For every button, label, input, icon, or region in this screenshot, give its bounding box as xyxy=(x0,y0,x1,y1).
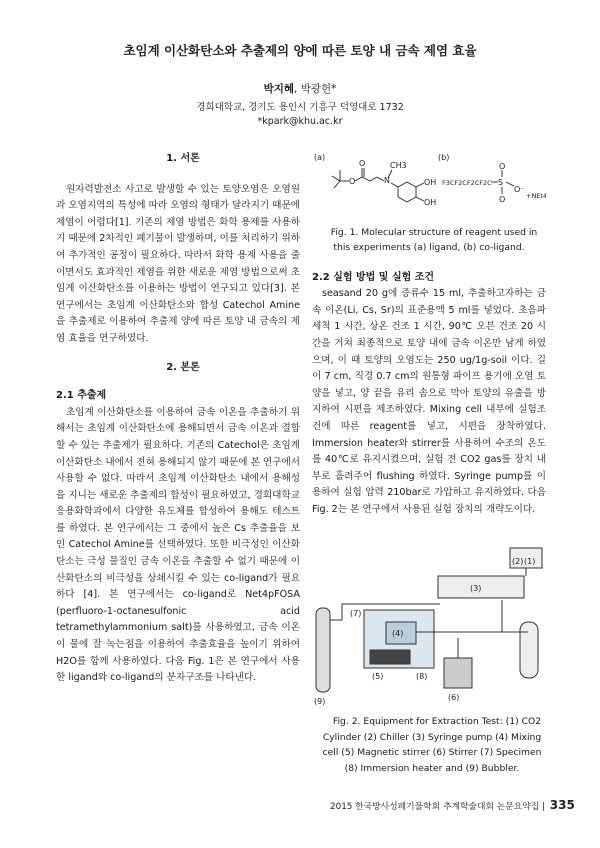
footer-text: 2015 한국방사성폐기물학회 추계학술대회 논문요약집 | xyxy=(330,802,545,812)
fig2-label-7: (7) xyxy=(350,609,362,618)
fig1-sulfonyl-o2: O xyxy=(499,195,506,204)
fig1-oh-2: OH xyxy=(424,198,437,207)
figure-2-caption-wrap xyxy=(318,714,546,776)
author-separator: , xyxy=(294,83,301,95)
fig1-sulfonate-o: O⁻ xyxy=(514,185,525,194)
subsection-2-2-title: 2.2 실험 방법 및 실험 조건 xyxy=(312,271,435,283)
page-footer xyxy=(330,798,575,812)
section-1-text: 원자력발전소 사고로 발생할 수 있는 토양오염은 오염원과 오염지역의 특성에 따라 오염의 형태가 달라지기 때문에 제염이 어렵다[1]. 기존의 제염 방법은 화학 용제를 사용하기 때문에 2차적인 폐기물이 발생하며, 이를 처리하기 위하여 추가적인 공정이 필요하다. 따라서 화학 용제 사용을 줄이면서도 효과적인 제염을 위한 새로운 제염 방법으로써 초임계 이산화탄소를 이용하는 방법이 연구되고 있다[3]. 본 연구에서는 초임계 이산화탄소와 합성 Catechol Amine을 추출제로 이용하여 추출제 양에 따른 토양 내 금속의 제염 효율을 연구하였다. xyxy=(56,183,300,344)
page-number: 335 xyxy=(549,798,575,812)
fig1-label-b: (b) xyxy=(438,153,450,162)
email: *kpark@khu.ac.kr xyxy=(257,116,343,127)
paper-title: 초임계 이산화탄소와 추출제의 양에 따른 토양 내 금속 제염 효율 xyxy=(123,43,477,58)
stirrer-unit xyxy=(444,658,472,688)
fig1-nitrogen: N xyxy=(384,176,390,185)
fig2-label-6: (6) xyxy=(448,693,460,702)
fig2-label-8: (8) xyxy=(416,672,428,681)
author-main: 박지혜 xyxy=(263,83,295,95)
left-column xyxy=(56,151,300,687)
right-column xyxy=(312,150,546,519)
fig2-label-9: (9) xyxy=(314,697,326,706)
fig1-label-a: (a) xyxy=(314,153,326,162)
author-line xyxy=(0,81,600,96)
fig2-label-3: (3) xyxy=(470,584,482,593)
section-1-title: 1. 서론 xyxy=(166,153,200,164)
figure-1-molecules xyxy=(312,150,546,218)
section-2-title: 2. 본론 xyxy=(166,361,200,373)
fig2-label-5: (5) xyxy=(372,672,384,681)
fig1-sulfonyl-o1: O xyxy=(499,162,506,171)
subsection-2-2-text: seasand 20 g에 증류수 15 ml, 추출하고자하는 금속 이온(Li, Cs, Sr)의 표준용액 5 ml를 넣었다. 초음파 세척 1 시간, 상온 건조 1 시간, 90℃ 오븐 건조 20 시간을 거쳐 최종적으로 토양 내에 금속 이온만 남게 하였으며, 이 때 토양의 오염도는 250 ug/1g-soil 이다. 길이 7 cm, 직경 0.7 cm의 원통형 파이프 용기에 오염 토양을 넣고, 양 끝을 유리 솜으로 막아 토양의 유출을 방지하여 시편을 제조하였다. Mixing cell 내부에 실험조건에 따른 reagent를 넣고, 시편을 장착하였다. Immersion heater와 stirrer를 사용하여 수조의 온도를 40℃로 유지시켰으며, 실험 전 CO2 gas를 장치 내부로 흘려주어 flushing 하였다. Syringe pump를 이용하여 실험 압력 210bar로 가압하고 유지하였다. 다음 Fig. 2는 본 연구에서 사용된 실험 장치의 개략도이다. xyxy=(312,288,546,515)
fig1-methyl: CH3 xyxy=(390,161,407,170)
magnetic-stirrer xyxy=(370,650,410,664)
fig1-oxygen-1: O xyxy=(349,177,356,186)
fig2-label-2: (2) xyxy=(512,557,524,566)
figure-2-caption: Fig. 2. Equipment for Extraction Test: (1) CO2 Cylinder (2) Chiller (3) Syringe pump (4) Mixing cell (5) Magnetic stirrer (6) Stirrer (7) Specimen (8) Immersion heater and (9) Bubbler. xyxy=(322,716,542,774)
author-second: 박광헌* xyxy=(300,83,337,95)
affiliation: 경희대학교, 경기도 용인시 기흥구 덕영대로 1732 xyxy=(196,102,404,113)
figure-1-caption: Fig. 1. Molecular structure of reagent used in this experiments (a) ligand, (b) co-ligand. xyxy=(330,226,538,254)
fig2-label-1: (1) xyxy=(524,557,536,566)
fig1-coligand-chain: F3CF2CF2CF2C xyxy=(442,179,492,187)
subsection-2-1-title: 2.1 추출제 xyxy=(56,390,107,402)
fig1-oxygen-2: O xyxy=(359,159,366,168)
co2-cylinder xyxy=(316,608,330,692)
subsection-2-1-text: 초임계 이산화탄소를 이용하여 금속 이온을 추출하기 위해서는 초임계 이산화탄소에 용해되면서 금속 이온과 결합할 수 있는 추출제가 필요하다. 기존의 Catechol은 초임계 이산화탄소 내에서 전혀 용해되지 않기 때문에 본 연구에서 사용할 수 없다. 따라서 초임계 이산화탄소 내에서 용해성을 지니는 새로운 추출제의 합성이 필요하였고, 경희대학교 응용화학과에서 다양한 유도체를 합성하여 용해도 테스트를 하였다. 본 연구에서는 그 중에서 높은 Cs 추출율을 보인 Catechol Amine를 선택하였다. 또한 비극성인 이산화탄소는 극성 물질인 금속 이온을 추출할 수 없기 때문에 이산화탄소의 비극성을 상쇄시킬 수 있는 co-ligand가 필요하다 [4]. 본 연구에서는 co-ligand로 Net4pFOSA (perfluoro-1-octanesulfonic acid tetramethylammonium salt)를 사용하였고, 금속 이온이 물에 잘 녹는점을 이용하여 추출효율을 높이기 위하여 H2O를 함께 사용하였다. 다음 Fig. 1은 본 연구에서 사용한 ligand와 co-ligand의 분자구조를 나타낸다. xyxy=(56,406,300,684)
bubbler xyxy=(520,622,538,678)
fig1-sulfur: S xyxy=(498,178,504,187)
fig2-label-4: (4) xyxy=(392,629,404,638)
fig1-oh-1: OH xyxy=(424,178,437,187)
figure-2-apparatus xyxy=(312,540,546,710)
fig1-counterion: +NEt4 xyxy=(526,192,546,200)
